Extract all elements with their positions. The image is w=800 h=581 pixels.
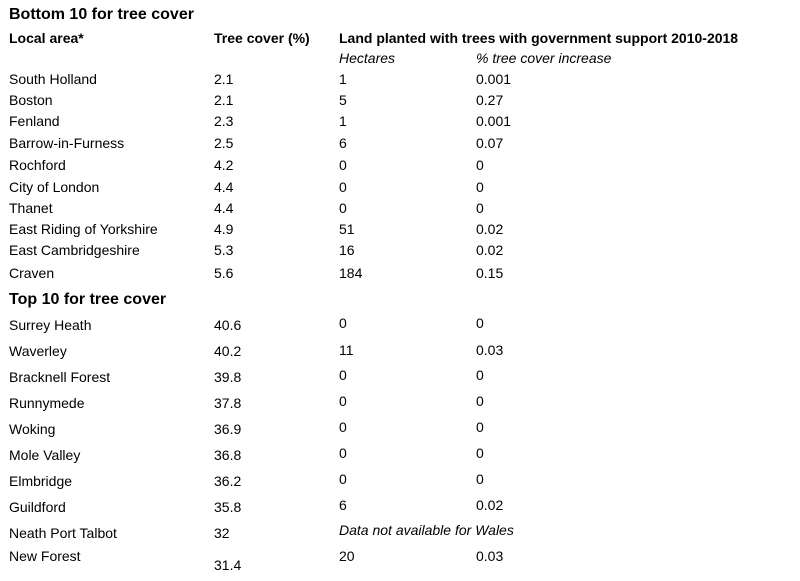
cell-area: Craven — [9, 265, 55, 281]
cell-increase: 0.001 — [476, 71, 512, 87]
cell-cover: 2.3 — [214, 113, 234, 129]
cell-area: Elmbridge — [9, 473, 73, 489]
cell-cover: 36.8 — [214, 447, 242, 463]
cell-hectares: 0 — [339, 471, 347, 487]
cell-area: East Cambridgeshire — [9, 242, 140, 258]
cell-cover: 5.6 — [214, 265, 234, 281]
cell-cover: 40.2 — [214, 343, 242, 359]
cell-cover: 4.4 — [214, 179, 234, 195]
col-subheader-increase: % tree cover increase — [476, 50, 612, 66]
cell-hectares: 1 — [339, 71, 347, 87]
cell-hectares: 51 — [339, 221, 355, 237]
cell-increase: 0.001 — [476, 113, 512, 129]
cell-increase: 0 — [476, 393, 484, 409]
cell-increase: 0 — [476, 419, 484, 435]
col-header-land-planted: Land planted with trees with government support 2010-2018 — [339, 30, 739, 46]
cell-cover: 35.8 — [214, 499, 242, 515]
cell-area: Guildford — [9, 499, 66, 515]
cell-area: Woking — [9, 421, 56, 437]
cell-hectares: 6 — [339, 497, 347, 513]
cell-area: Mole Valley — [9, 447, 81, 463]
cell-hectares: 1 — [339, 113, 347, 129]
cell-cover: 36.9 — [214, 421, 242, 437]
cell-increase: 0.02 — [476, 221, 504, 237]
cell-increase: 0.15 — [476, 265, 504, 281]
cell-cover: 2.5 — [214, 135, 234, 151]
cell-hectares: 0 — [339, 445, 347, 461]
cell-increase: 0.02 — [476, 497, 504, 513]
cell-area: Bracknell Forest — [9, 369, 111, 385]
cell-increase: 0 — [476, 367, 484, 383]
cell-increase: 0.03 — [476, 342, 504, 358]
cell-cover: 4.4 — [214, 200, 234, 216]
cell-hectares: 6 — [339, 135, 347, 151]
cell-cover: 2.1 — [214, 71, 234, 87]
cell-area: City of London — [9, 179, 100, 195]
cell-hectares: 0 — [339, 315, 347, 331]
cell-increase: 0 — [476, 179, 484, 195]
cell-area: Neath Port Talbot — [9, 525, 117, 541]
cell-hectares: 0 — [339, 367, 347, 383]
wales-note: Data not available for Wales — [339, 522, 514, 538]
cell-hectares: 0 — [339, 200, 347, 216]
cell-hectares: 16 — [339, 242, 355, 258]
cell-cover: 32 — [214, 525, 230, 541]
cell-hectares: 5 — [339, 92, 347, 108]
cell-hectares: 0 — [339, 157, 347, 173]
cell-area: Runnymede — [9, 395, 85, 411]
cell-increase: 0 — [476, 200, 484, 216]
cell-cover: 37.8 — [214, 395, 242, 411]
cell-increase: 0 — [476, 315, 484, 331]
top-section-title: Top 10 for tree cover — [9, 291, 167, 308]
cell-area: South Holland — [9, 71, 97, 87]
cell-hectares: 11 — [339, 342, 354, 358]
cell-area: Barrow-in-Furness — [9, 135, 125, 151]
cell-increase: 0.02 — [476, 242, 504, 258]
col-header-tree-cover: Tree cover (%) — [214, 30, 310, 46]
cell-area: New Forest — [9, 548, 81, 564]
cell-hectares: 184 — [339, 265, 363, 281]
cell-increase: 0 — [476, 445, 484, 461]
cell-cover: 40.6 — [214, 317, 242, 333]
col-subheader-hectares: Hectares — [339, 50, 396, 66]
cell-area: Waverley — [9, 343, 67, 359]
cell-area: Boston — [9, 92, 53, 108]
cell-hectares: 20 — [339, 548, 355, 564]
col-header-local-area: Local area* — [9, 30, 84, 46]
cell-increase: 0.27 — [476, 92, 504, 108]
cell-cover: 31.4 — [214, 557, 242, 573]
cell-area: Surrey Heath — [9, 317, 92, 333]
cell-cover: 36.2 — [214, 473, 242, 489]
cell-hectares: 0 — [339, 179, 347, 195]
cell-area: Fenland — [9, 113, 60, 129]
cell-hectares: 0 — [339, 419, 347, 435]
cell-increase: 0 — [476, 157, 484, 173]
cell-cover: 39.8 — [214, 369, 242, 385]
cell-hectares: 0 — [339, 393, 347, 409]
cell-increase: 0 — [476, 471, 484, 487]
cell-area: East Riding of Yorkshire — [9, 221, 158, 237]
cell-cover: 5.3 — [214, 242, 234, 258]
cell-area: Rochford — [9, 157, 66, 173]
cell-area: Thanet — [9, 200, 53, 216]
cell-increase: 0.03 — [476, 548, 504, 564]
cell-cover: 4.2 — [214, 157, 234, 173]
cell-increase: 0.07 — [476, 135, 504, 151]
bottom-section-title: Bottom 10 for tree cover — [9, 6, 194, 23]
cell-cover: 4.9 — [214, 221, 234, 237]
cell-cover: 2.1 — [214, 92, 234, 108]
